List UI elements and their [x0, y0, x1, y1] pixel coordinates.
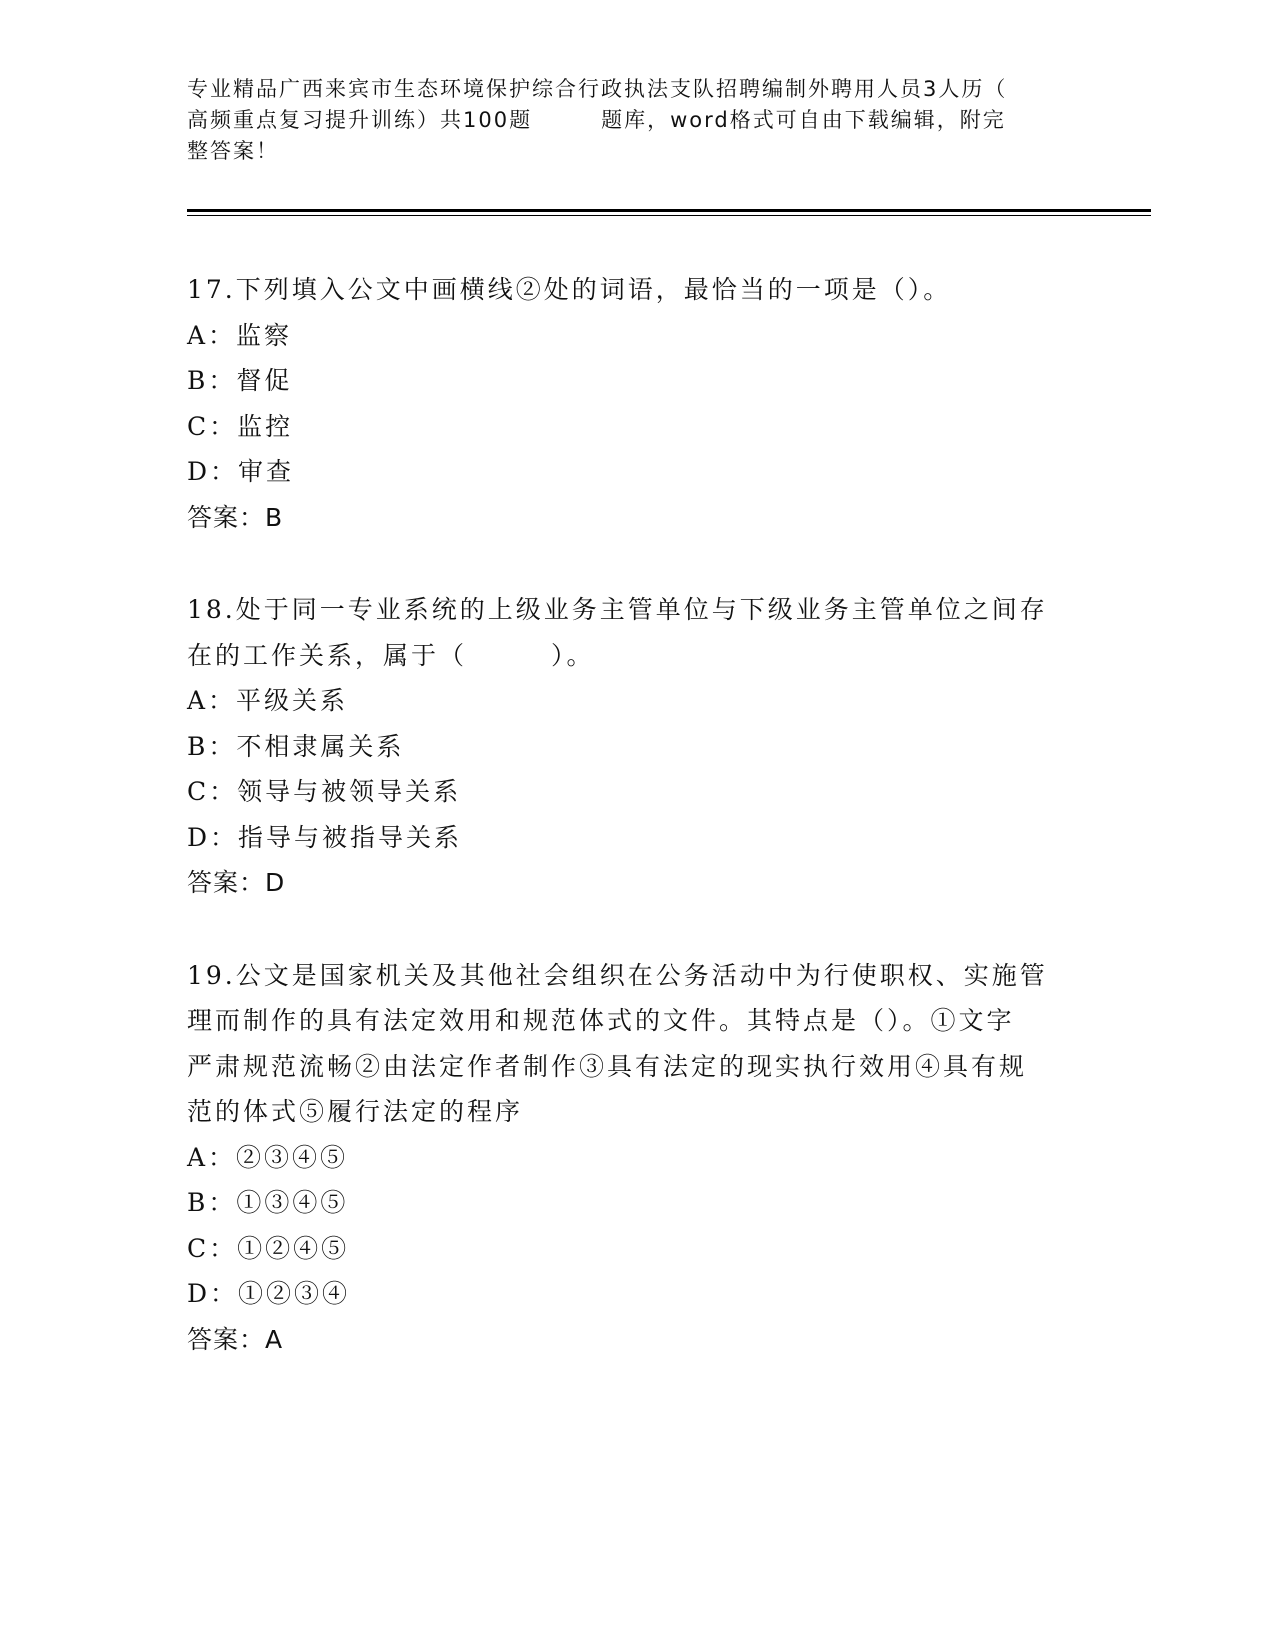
answer: 答案：D: [187, 868, 286, 897]
option-c: C：①②④⑤: [187, 1233, 350, 1263]
question-stem-line: 19.公文是国家机关及其他社会组织在公务活动中为行使职权、实施管: [187, 960, 1048, 990]
option-a: A：平级关系: [187, 686, 349, 715]
option-b: B：督促: [187, 366, 293, 395]
document-header: [187, 74, 1067, 167]
header-divider: [187, 209, 1151, 212]
question-stem: [187, 587, 1087, 678]
question-stem-line: 18.处于同一专业系统的上级业务主管单位与下级业务主管单位之间存: [187, 595, 1048, 624]
question-list: [187, 267, 1087, 1362]
answer: 答案：B: [187, 502, 284, 532]
question-stem-line: 严肃规范流畅②由法定作者制作③具有法定的现实执行效用④具有规: [187, 1051, 1028, 1081]
question-stem-line: 范的体式⑤履行法定的程序: [187, 1097, 524, 1126]
question-19: [187, 953, 1087, 1363]
question-stem: [187, 267, 1087, 313]
option-a: A：监察: [187, 320, 293, 350]
question-stem-line: 理而制作的具有法定效用和规范体式的文件。其特点是（）。①文字: [187, 1006, 1015, 1035]
option-c: C：监控: [187, 411, 294, 441]
question-stem: [187, 953, 1087, 1135]
question-stem-line: 在的工作关系，属于（ ）。: [187, 640, 595, 670]
option-b: B：不相隶属关系: [187, 731, 405, 761]
header-divider-thin: [187, 215, 1151, 216]
header-line: 高频重点复习提升训练）共100题 题库，word格式可自由下载编辑，附完: [187, 108, 1006, 132]
option-c: C：领导与被领导关系: [187, 777, 462, 806]
answer: 答案：A: [187, 1324, 284, 1354]
question-stem-line: 17.下列填入公文中画横线②处的词语，最恰当的一项是（）。: [187, 275, 952, 304]
header-line: 专业精品广西来宾市生态环境保护综合行政执法支队招聘编制外聘用人员3人历（: [187, 77, 1008, 101]
option-a: A：②③④⑤: [187, 1142, 349, 1172]
option-d: D：指导与被指导关系: [187, 822, 463, 852]
option-b: B：①③④⑤: [187, 1188, 349, 1217]
option-d: D：①②③④: [187, 1279, 351, 1308]
question-18: [187, 587, 1087, 906]
header-line: 整答案！: [187, 139, 279, 163]
option-d: D：审查: [187, 457, 295, 486]
question-17: [187, 267, 1087, 540]
